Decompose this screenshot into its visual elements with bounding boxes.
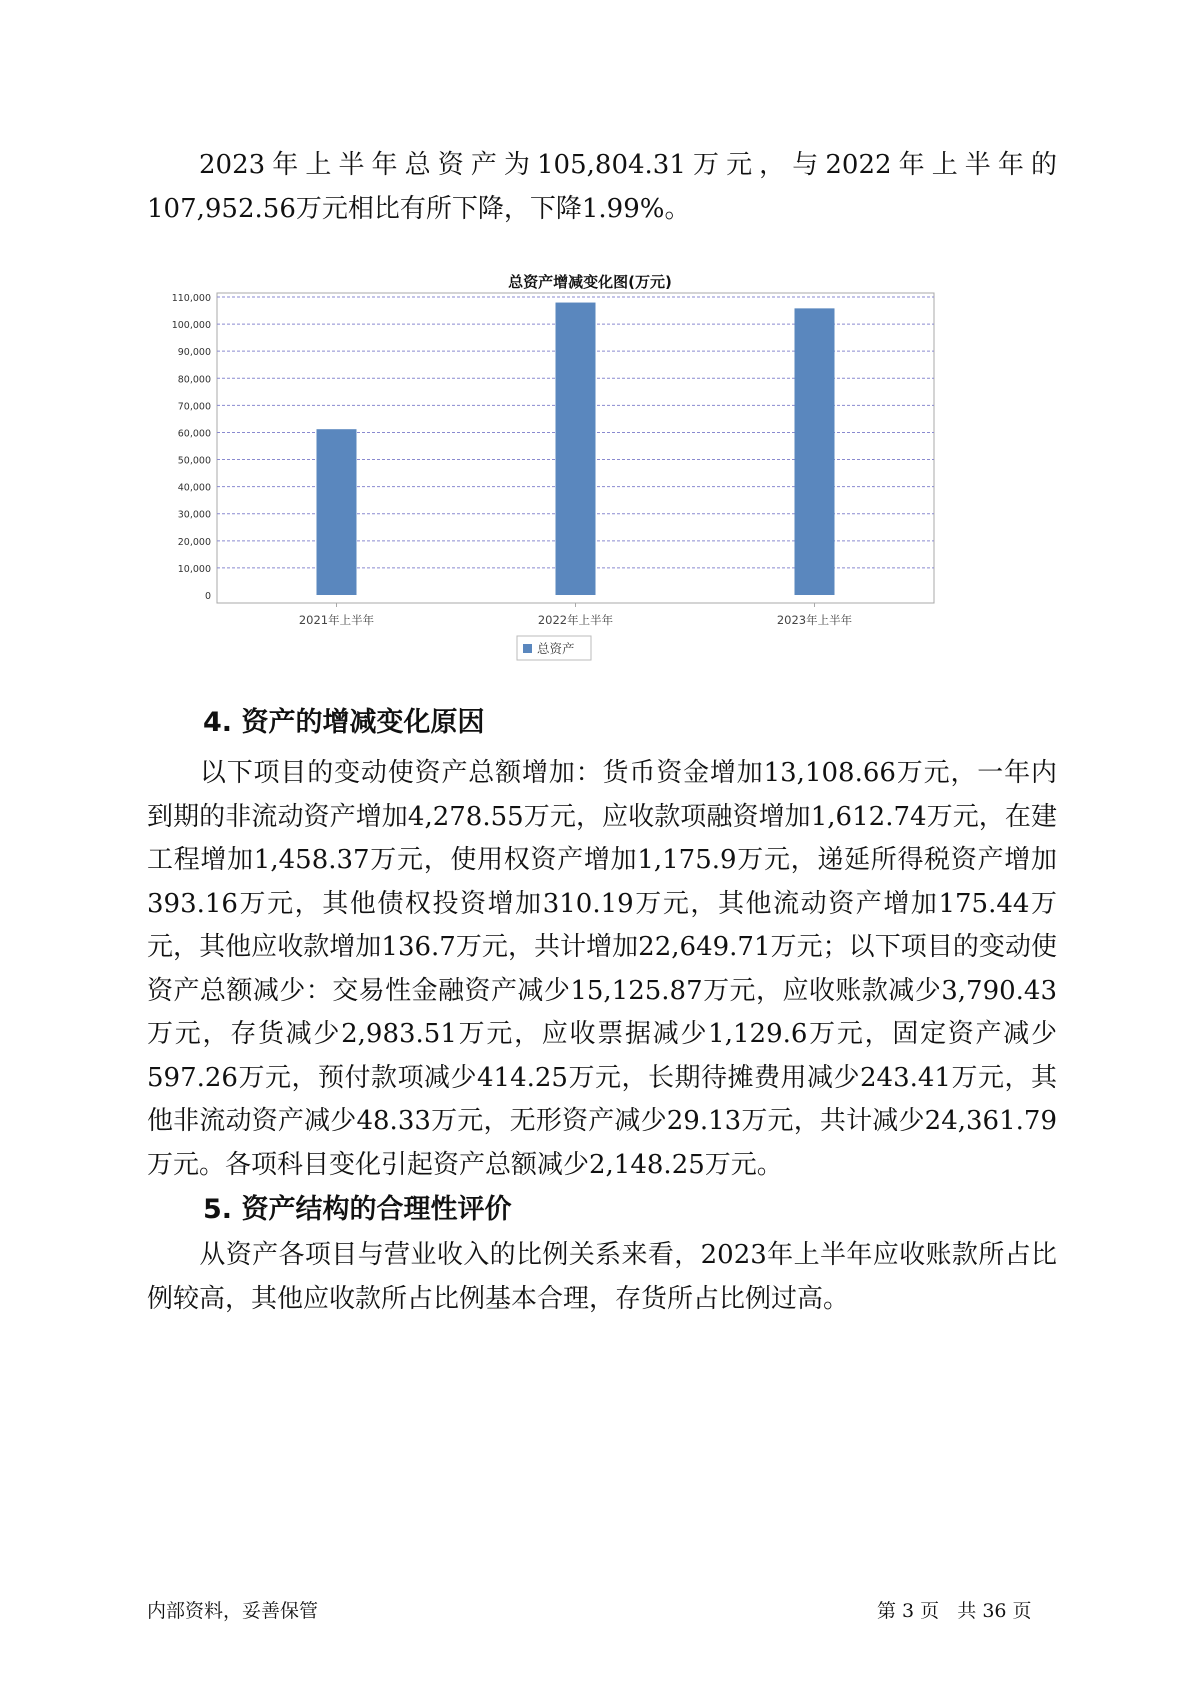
y-tick-label: 110,000 bbox=[171, 293, 211, 304]
y-tick-label: 40,000 bbox=[177, 482, 211, 494]
footer-left: 内部资料，妥善保管 bbox=[147, 1600, 319, 1622]
bar bbox=[556, 303, 596, 595]
section5-heading: 5. 资产结构的合理性评价 bbox=[203, 1194, 512, 1225]
intro-text: 2023年上半年总资产为105,804.31万元，与2022年上半年的107,952.56万元相比有所下降，下降1.99%。 bbox=[147, 150, 1057, 224]
y-tick-label: 80,000 bbox=[177, 374, 211, 386]
chart-title: 总资产增减变化图(万元) bbox=[508, 273, 672, 291]
x-tick-label: 2023年上半年 bbox=[776, 613, 853, 627]
bar bbox=[795, 308, 835, 595]
x-tick-label: 2022年上半年 bbox=[537, 613, 614, 627]
chart-svg bbox=[160, 263, 1020, 723]
total-assets-chart bbox=[160, 263, 1020, 723]
y-tick-label: 0 bbox=[204, 591, 211, 602]
footer-page-number: 第 3 页 共 36 页 bbox=[877, 1600, 1032, 1622]
y-tick-label: 30,000 bbox=[177, 509, 211, 521]
bar bbox=[317, 429, 357, 595]
intro-paragraph bbox=[147, 144, 1057, 231]
y-tick-label: 100,000 bbox=[171, 320, 211, 332]
legend-swatch bbox=[523, 644, 532, 653]
section4-heading: 4. 资产的增减变化原因 bbox=[203, 707, 485, 738]
x-tick-label: 2021年上半年 bbox=[298, 613, 375, 627]
y-tick-label: 50,000 bbox=[177, 455, 211, 467]
section4-text: 以下项目的变动使资产总额增加：货币资金增加13,108.66万元，一年内到期的非流动资产增加4,278.55万元，应收款项融资增加1,612.74万元，在建工程增加1,458.37万元，使用权资产增加1,175.9万元，递延所得税资产增加393.16万元，其他债权投资增加310.19万元，其他流动资产增加175.44万元，其他应收款增加136.7万元，共计增加22,649.71万元；以下项目的变动使资产总额减少：交易性金融资产减少15,125.87万元，应收账款减少3,790.43万元，存货减少2,983.51万元，应收票据减少1,129.6万元，固定资产减少597.26万元，预付款项减少414.25万元，长期待摊费用减少243.41万元，其他非流动资产减少48.33万元，无形资产减少29.13万元，共计减少24,361.79万元。各项科目变化引起资产总额减少2,148.25万元。 bbox=[147, 758, 1057, 1180]
y-tick-label: 20,000 bbox=[177, 536, 211, 548]
section5-body bbox=[147, 1234, 1057, 1321]
y-tick-label: 70,000 bbox=[177, 401, 211, 413]
section5-text: 从资产各项目与营业收入的比例关系来看，2023年上半年应收账款所占比例较高，其他应收款所占比例基本合理，存货所占比例过高。 bbox=[147, 1240, 1057, 1314]
y-tick-label: 10,000 bbox=[177, 563, 211, 575]
y-tick-label: 60,000 bbox=[177, 428, 211, 440]
y-tick-label: 90,000 bbox=[177, 347, 211, 359]
legend-label: 总资产 bbox=[537, 641, 575, 656]
section4-body bbox=[147, 752, 1057, 1187]
